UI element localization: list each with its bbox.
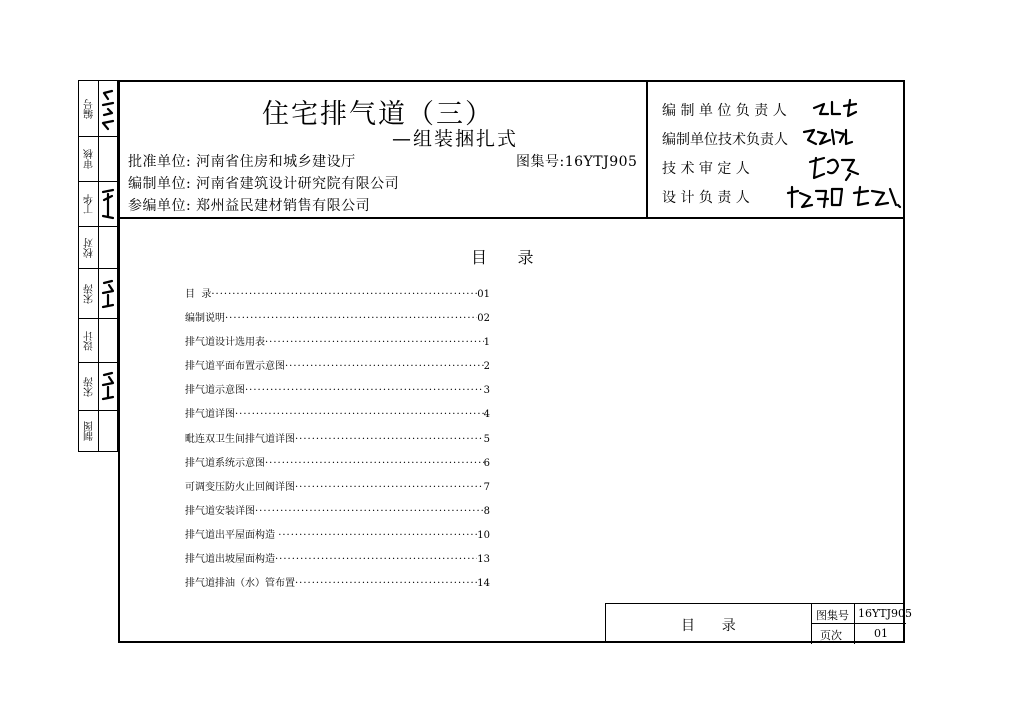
tech-head-signature xyxy=(800,124,854,150)
toc-item-page: 1 xyxy=(483,337,490,348)
toc-item-label: 排气道平面布置示意图 xyxy=(185,361,285,372)
strip-label: 宋涛 xyxy=(84,284,96,304)
sign-off-strip xyxy=(78,80,118,452)
strip-label: 制图 xyxy=(84,421,96,441)
toc-item[interactable] xyxy=(185,478,490,493)
atlas-title: 住宅排气道（三） xyxy=(262,99,494,130)
strip-label: 校对 xyxy=(84,238,96,258)
compile-unit: 编制单位: 河南省建筑设计研究院有限公司 xyxy=(128,176,400,192)
toc-item-label: 排气道设计选用表 xyxy=(185,337,265,348)
toc-item-label: 排气道出平屋面构造 xyxy=(185,530,279,541)
designer-signature xyxy=(99,369,117,405)
role-tech-reviewer: 技 术 审 定 人 xyxy=(662,161,750,177)
toc-item[interactable] xyxy=(185,381,490,396)
toc-item-page: 3 xyxy=(483,385,490,396)
role-tech-head: 编制单位技术负责人 xyxy=(662,132,788,148)
unit-head-signature xyxy=(810,96,860,120)
toc-item-page: 5 xyxy=(483,434,490,445)
strip-cell-drafting xyxy=(79,411,117,451)
toc-item-label: 排气道示意图 xyxy=(185,385,245,396)
atlas-no-label: 图集号 xyxy=(816,609,849,622)
toc-item[interactable] xyxy=(185,333,490,348)
strip-cell-review xyxy=(79,137,117,182)
drawing-name: 目 录 xyxy=(681,618,736,634)
reviewer-signature xyxy=(806,152,862,182)
toc-item-label: 目 录 xyxy=(185,289,212,300)
toc-item-page: 2 xyxy=(483,361,490,372)
editor-signature xyxy=(99,85,117,133)
approver-signature xyxy=(99,186,117,224)
atlas-no-value: 16YTJ905 xyxy=(858,607,913,620)
strip-cell-proofread xyxy=(79,227,117,269)
toc-item-page: 4 xyxy=(483,409,490,420)
toc-item[interactable] xyxy=(185,550,490,565)
role-unit-head: 编 制 单 位 负 责 人 xyxy=(662,103,787,119)
approval-unit: 批准单位: 河南省住房和城乡建设厅 xyxy=(128,154,356,170)
design-head-signature xyxy=(784,183,904,213)
strip-cell-editor xyxy=(79,81,117,137)
strip-label: 设计 xyxy=(84,331,96,351)
toc-item-page: 8 xyxy=(483,506,490,517)
participant-unit: 参编单位: 郑州益民建材销售有限公司 xyxy=(128,198,371,214)
toc-item-label: 编制说明 xyxy=(185,313,225,324)
strip-label: 编号 xyxy=(84,99,96,119)
toc-item-page: 02 xyxy=(477,313,490,324)
toc-item-label: 排气道系统示意图 xyxy=(185,458,265,469)
toc-item[interactable] xyxy=(185,430,490,445)
strip-cell-designer xyxy=(79,363,117,411)
toc-item-page: 7 xyxy=(483,482,490,493)
strip-cell-approver xyxy=(79,182,117,227)
toc-item-page: 10 xyxy=(477,530,490,541)
title-block xyxy=(605,603,913,643)
page-value: 01 xyxy=(874,627,888,640)
strip-cell-proofreader xyxy=(79,269,117,319)
toc-item-page: 13 xyxy=(477,554,490,565)
strip-label: 审核 xyxy=(84,149,96,170)
atlas-subtitle: —组装捆扎式 xyxy=(392,128,519,150)
toc-item[interactable] xyxy=(185,574,490,589)
toc-item[interactable] xyxy=(185,405,490,420)
role-design-head: 设 计 负 责 人 xyxy=(662,190,750,206)
toc-item[interactable] xyxy=(185,309,490,324)
proofreader-signature xyxy=(99,277,117,313)
toc-item-page: 01 xyxy=(477,289,490,300)
strip-label: 宋涛 xyxy=(84,377,96,397)
toc-item-label: 排气道安装详图 xyxy=(185,506,255,517)
toc-item-label: 排气道出坡屋面构造 xyxy=(185,554,275,565)
toc-heading: 目 录 xyxy=(471,248,534,267)
toc-item[interactable] xyxy=(185,357,490,372)
toc-item-page: 6 xyxy=(483,458,490,469)
strip-cell-design xyxy=(79,319,117,363)
page-label: 页次 xyxy=(820,629,842,642)
toc-item[interactable] xyxy=(185,526,490,541)
toc-item-page: 14 xyxy=(477,578,490,589)
toc-item-label: 毗连双卫生间排气道详图 xyxy=(185,434,295,445)
toc-item-label: 可调变压防火止回阀详图 xyxy=(185,482,295,493)
toc-item[interactable] xyxy=(185,454,490,469)
atlas-number: 图集号:16YTJ905 xyxy=(516,154,638,170)
toc-item[interactable] xyxy=(185,502,490,517)
strip-label: 丁华 xyxy=(84,194,96,215)
toc-item-label: 排气道排油（水）管布置 xyxy=(185,578,295,589)
toc-item[interactable] xyxy=(185,285,490,300)
toc-item-label: 排气道详图 xyxy=(185,409,235,420)
